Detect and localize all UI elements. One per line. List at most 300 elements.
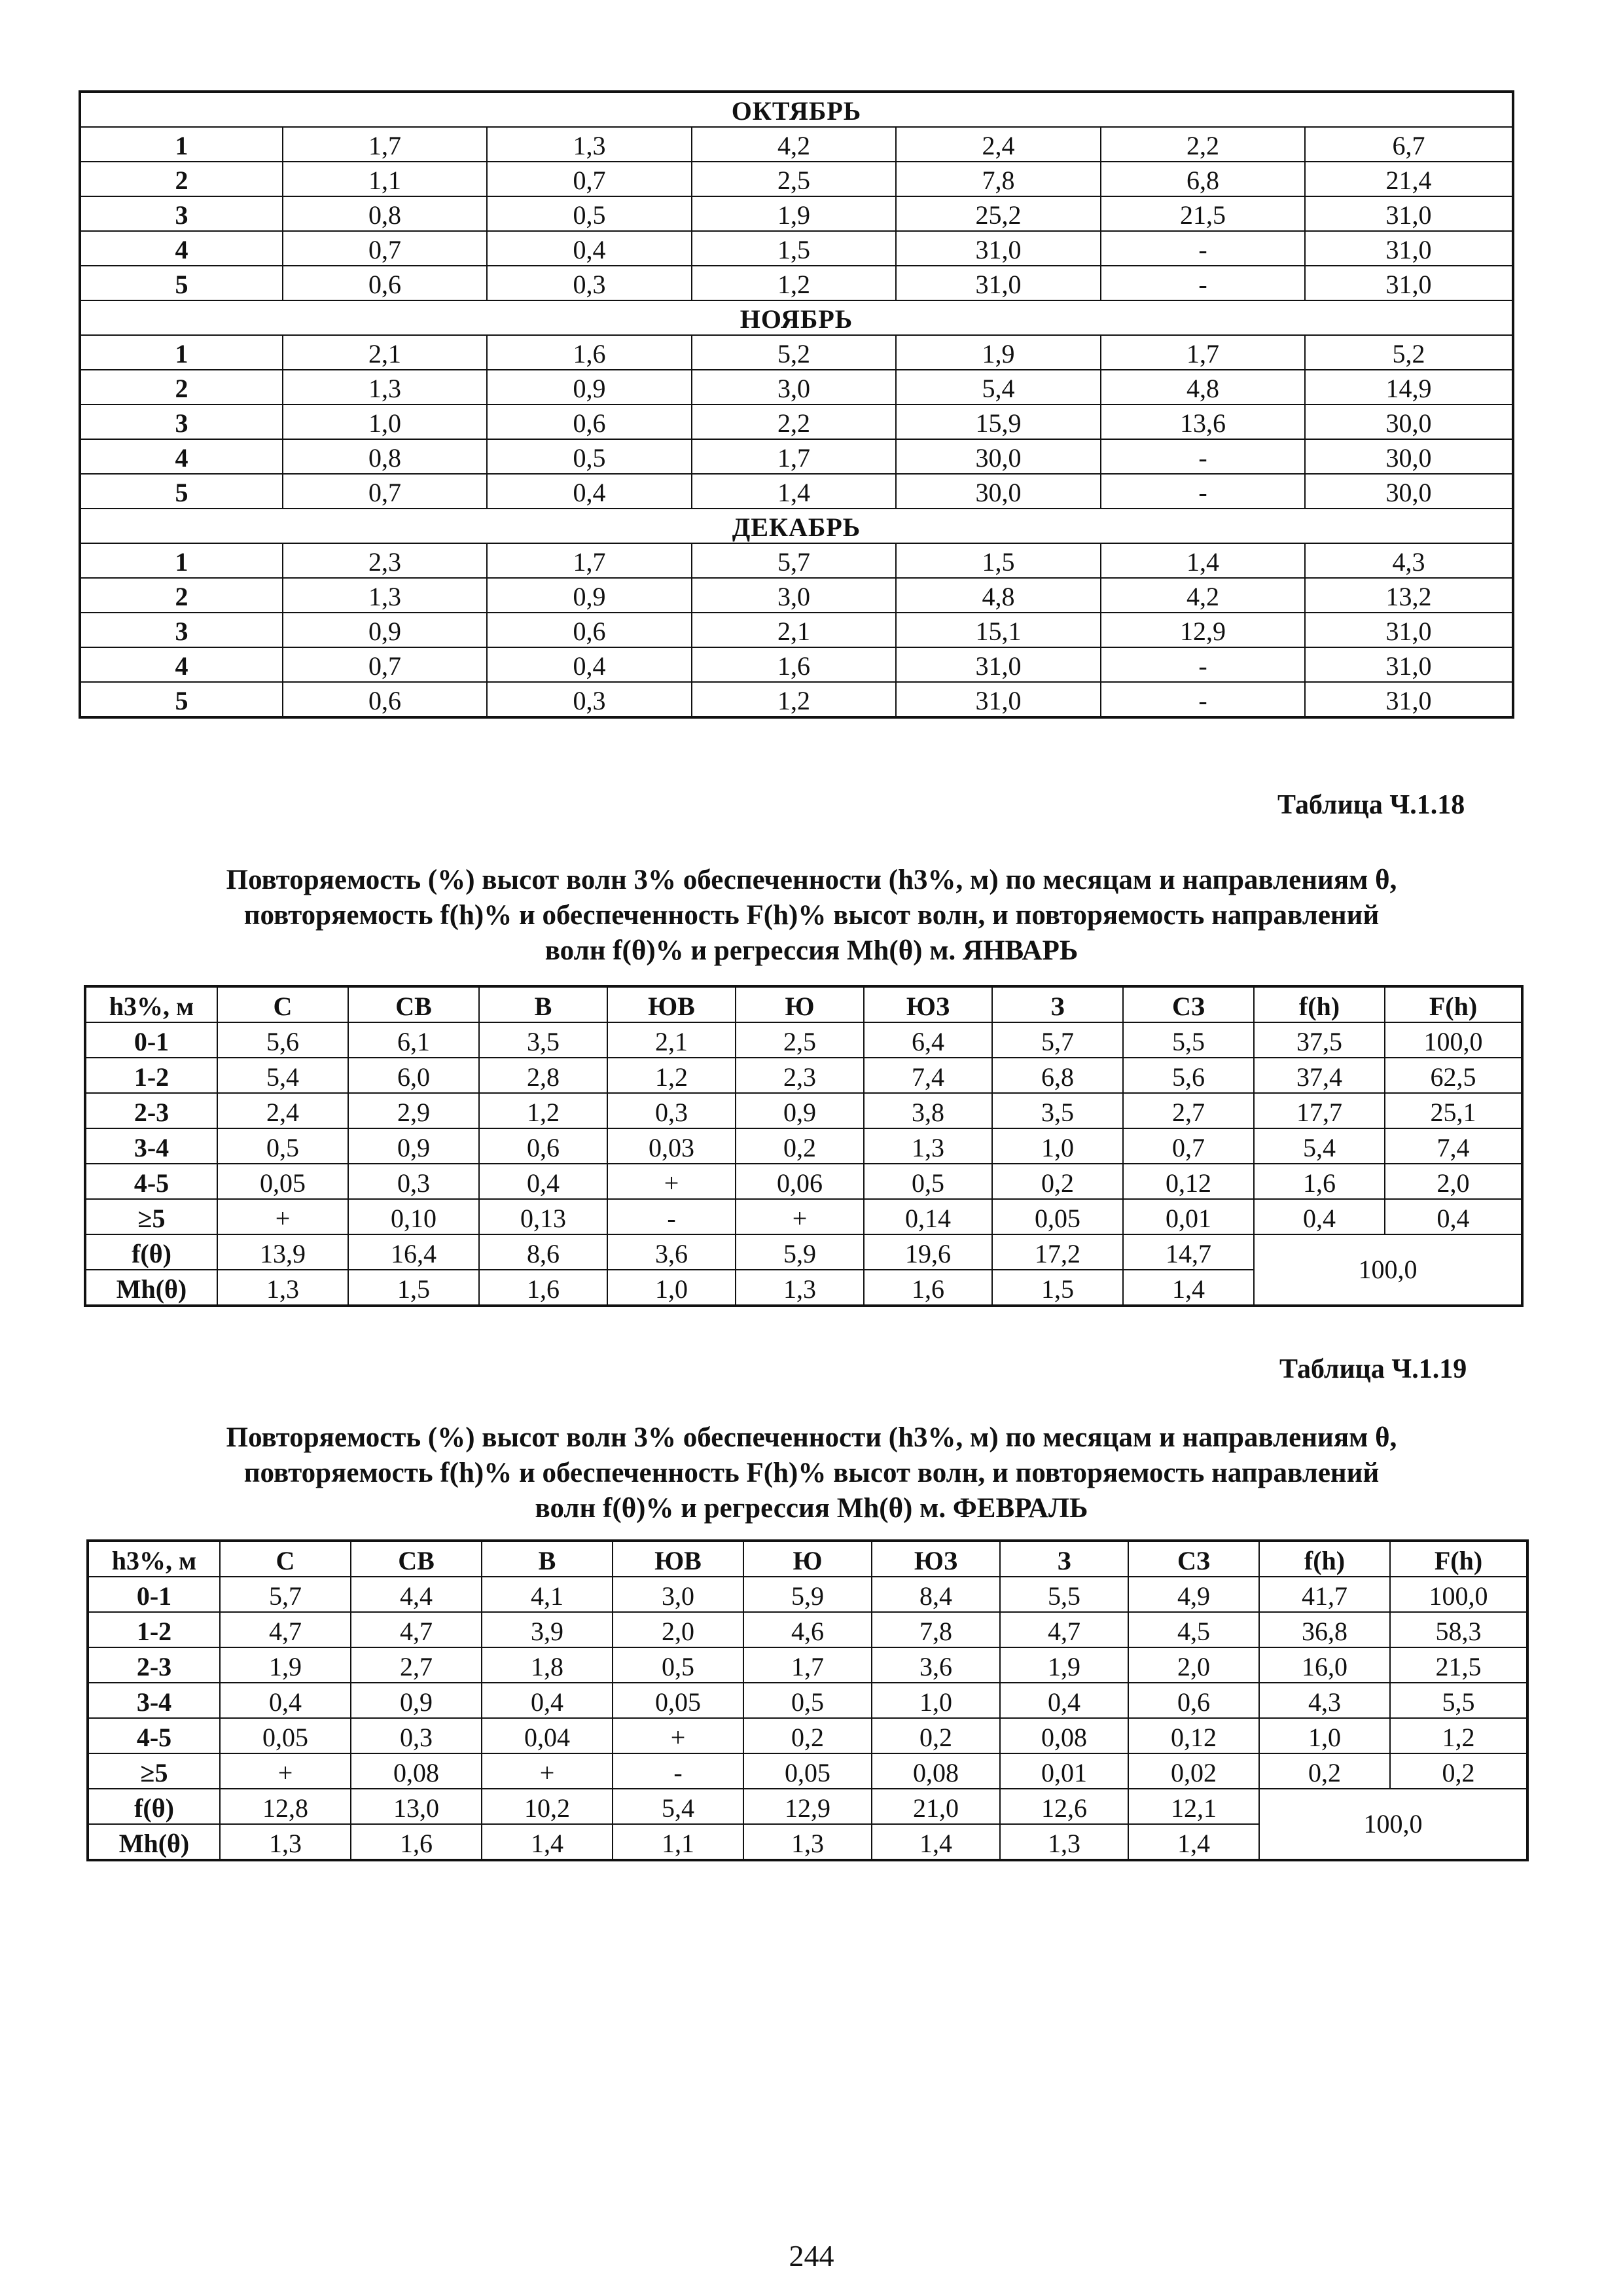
table-cell: 0,3 bbox=[607, 1093, 736, 1128]
column-header: f(h) bbox=[1259, 1541, 1390, 1577]
column-header: СВ bbox=[348, 986, 479, 1022]
table-cell: 1,3 bbox=[743, 1824, 872, 1860]
table-row bbox=[88, 1718, 1527, 1753]
table-cell: 0,13 bbox=[479, 1199, 607, 1234]
table-cell: 100,0 bbox=[1385, 1022, 1522, 1058]
table-cell: 31,0 bbox=[896, 682, 1101, 717]
table-cell: 1,0 bbox=[607, 1270, 736, 1306]
table-cell: 1,0 bbox=[992, 1128, 1123, 1164]
table-cell: + bbox=[217, 1199, 348, 1234]
table-cell: 5,6 bbox=[1123, 1058, 1254, 1093]
table-cell: + bbox=[482, 1753, 613, 1789]
table-row bbox=[85, 1022, 1522, 1058]
table-cell: 0,03 bbox=[607, 1128, 736, 1164]
table-cell: 3 bbox=[80, 613, 283, 647]
table-cell: 7,8 bbox=[872, 1612, 1000, 1647]
table-cell: 4 bbox=[80, 439, 283, 474]
table-cell: 4 bbox=[80, 231, 283, 266]
table-cell: 8,6 bbox=[479, 1234, 607, 1270]
table-cell: 2,9 bbox=[348, 1093, 479, 1128]
table-cell: 4-5 bbox=[88, 1718, 220, 1753]
table-cell: 1,9 bbox=[692, 196, 896, 231]
table-cell: 3-4 bbox=[85, 1128, 217, 1164]
table-cell: 5,6 bbox=[217, 1022, 348, 1058]
table-cell: 16,4 bbox=[348, 1234, 479, 1270]
column-header: h3%, м bbox=[85, 986, 217, 1022]
table-title-line: повторяемость f(h)% и обеспеченность F(h)% высот волн, и повторяемость направлений bbox=[243, 1458, 1380, 1488]
table-cell: 1,2 bbox=[1390, 1718, 1527, 1753]
table-cell: 1,9 bbox=[1000, 1647, 1128, 1683]
table-cell: 1,5 bbox=[896, 543, 1101, 578]
table-cell: 1,7 bbox=[283, 127, 487, 162]
table-cell: - bbox=[1101, 231, 1305, 266]
table-row bbox=[85, 1128, 1522, 1164]
table-cell: 1,2 bbox=[692, 266, 896, 300]
table-cell: 2,4 bbox=[217, 1093, 348, 1128]
table-cell: 7,4 bbox=[1385, 1128, 1522, 1164]
table-cell: 0,01 bbox=[1123, 1199, 1254, 1234]
table-cell: 17,7 bbox=[1254, 1093, 1385, 1128]
table-cell: 4-5 bbox=[85, 1164, 217, 1199]
table-title bbox=[79, 1420, 1544, 1526]
table-cell: 4,2 bbox=[1101, 578, 1305, 613]
table-cell: 37,4 bbox=[1254, 1058, 1385, 1093]
column-header: В bbox=[482, 1541, 613, 1577]
table-cell: 0,02 bbox=[1128, 1753, 1259, 1789]
f-theta-row bbox=[85, 1234, 1522, 1270]
table-cell: 25,1 bbox=[1385, 1093, 1522, 1128]
table-cell: 2,7 bbox=[351, 1647, 482, 1683]
table-label: Таблица Ч.1.18 bbox=[1277, 790, 1465, 820]
table-cell: 19,6 bbox=[864, 1234, 992, 1270]
column-header: F(h) bbox=[1390, 1541, 1527, 1577]
table-row bbox=[80, 543, 1513, 578]
table-cell: - bbox=[1101, 266, 1305, 300]
table-title-line: Повторяемость (%) высот волн 3% обеспеченности (h3%, м) по месяцам и направлениям θ, bbox=[226, 1422, 1397, 1453]
table-cell: - bbox=[1101, 647, 1305, 682]
column-header: F(h) bbox=[1385, 986, 1522, 1022]
table-cell: 3 bbox=[80, 196, 283, 231]
table-row bbox=[88, 1683, 1527, 1718]
table-cell: 0,6 bbox=[479, 1128, 607, 1164]
table-cell: 0,5 bbox=[487, 439, 692, 474]
column-header: СЗ bbox=[1128, 1541, 1259, 1577]
table-cell: 0,10 bbox=[348, 1199, 479, 1234]
table-row bbox=[80, 439, 1513, 474]
table-cell: 3-4 bbox=[88, 1683, 220, 1718]
wave-table-february bbox=[86, 1539, 1529, 1861]
table-cell: 3,5 bbox=[992, 1093, 1123, 1128]
table-cell: 14,7 bbox=[1123, 1234, 1254, 1270]
table-cell: 25,2 bbox=[896, 196, 1101, 231]
total-cell: 100,0 bbox=[1259, 1789, 1527, 1860]
table-cell: 31,0 bbox=[1305, 196, 1513, 231]
table-cell: 36,8 bbox=[1259, 1612, 1390, 1647]
table-cell: 0,4 bbox=[487, 474, 692, 509]
table-cell: 7,4 bbox=[864, 1058, 992, 1093]
table-cell: 31,0 bbox=[896, 647, 1101, 682]
month-header-row bbox=[80, 509, 1513, 543]
table-cell: 4,2 bbox=[692, 127, 896, 162]
table-cell: 0,4 bbox=[1254, 1199, 1385, 1234]
table-row bbox=[80, 404, 1513, 439]
table-cell: 0,3 bbox=[348, 1164, 479, 1199]
table-cell: 4,1 bbox=[482, 1577, 613, 1612]
column-header: С bbox=[217, 986, 348, 1022]
table-cell: 10,2 bbox=[482, 1789, 613, 1824]
table-row bbox=[80, 127, 1513, 162]
table-cell: 12,8 bbox=[220, 1789, 351, 1824]
table-cell: 2,0 bbox=[1128, 1647, 1259, 1683]
table-cell: 6,7 bbox=[1305, 127, 1513, 162]
table-cell: 1,6 bbox=[692, 647, 896, 682]
table-cell: 2,1 bbox=[607, 1022, 736, 1058]
table-cell: 6,8 bbox=[992, 1058, 1123, 1093]
table-cell: 2-3 bbox=[85, 1093, 217, 1128]
table-cell: 21,5 bbox=[1101, 196, 1305, 231]
table-cell: 4 bbox=[80, 647, 283, 682]
table-cell: 0,4 bbox=[487, 647, 692, 682]
table-cell: 1,4 bbox=[1123, 1270, 1254, 1306]
column-header: В bbox=[479, 986, 607, 1022]
table-cell: 0,9 bbox=[348, 1128, 479, 1164]
table-cell: 5,4 bbox=[217, 1058, 348, 1093]
table-cell: - bbox=[607, 1199, 736, 1234]
table-cell: 1 bbox=[80, 127, 283, 162]
table-cell: 5 bbox=[80, 266, 283, 300]
table-cell: 1,4 bbox=[1101, 543, 1305, 578]
column-header: СЗ bbox=[1123, 986, 1254, 1022]
table-cell: 0,9 bbox=[283, 613, 487, 647]
table-cell: 21,5 bbox=[1390, 1647, 1527, 1683]
table-cell: 0,12 bbox=[1128, 1718, 1259, 1753]
table-cell: 6,4 bbox=[864, 1022, 992, 1058]
table-cell: 2,2 bbox=[692, 404, 896, 439]
month-header-row bbox=[80, 92, 1513, 127]
table-cell: 15,9 bbox=[896, 404, 1101, 439]
table-cell: 1,3 bbox=[487, 127, 692, 162]
table-cell: 0,2 bbox=[736, 1128, 864, 1164]
table-cell: + bbox=[736, 1199, 864, 1234]
table-cell: 1,6 bbox=[479, 1270, 607, 1306]
table-cell: 0,6 bbox=[283, 682, 487, 717]
table-cell: 0-1 bbox=[85, 1022, 217, 1058]
table-cell: - bbox=[1101, 439, 1305, 474]
table-cell: 0,9 bbox=[487, 578, 692, 613]
table-row bbox=[80, 613, 1513, 647]
wave-table-january bbox=[84, 985, 1524, 1307]
table-row bbox=[80, 578, 1513, 613]
page-number: 244 bbox=[789, 2239, 834, 2272]
table-cell: 1,4 bbox=[1128, 1824, 1259, 1860]
table-cell: 7,8 bbox=[896, 162, 1101, 196]
table-cell: 2,7 bbox=[1123, 1093, 1254, 1128]
table-cell: 1,4 bbox=[692, 474, 896, 509]
table-cell: 30,0 bbox=[1305, 404, 1513, 439]
table-cell: 0,6 bbox=[487, 613, 692, 647]
column-header: ЮВ bbox=[607, 986, 736, 1022]
table-cell: 6,0 bbox=[348, 1058, 479, 1093]
table-row bbox=[80, 370, 1513, 404]
table-cell: 1,2 bbox=[607, 1058, 736, 1093]
table-cell: 5,7 bbox=[220, 1577, 351, 1612]
table-cell: 21,0 bbox=[872, 1789, 1000, 1824]
table-cell: 30,0 bbox=[896, 474, 1101, 509]
table-cell: 1,7 bbox=[743, 1647, 872, 1683]
column-header: f(h) bbox=[1254, 986, 1385, 1022]
table-cell: 2,0 bbox=[1385, 1164, 1522, 1199]
table-cell: 0,2 bbox=[1390, 1753, 1527, 1789]
table-cell: 4,8 bbox=[1101, 370, 1305, 404]
table-cell: 1-2 bbox=[85, 1058, 217, 1093]
table-cell: - bbox=[1101, 682, 1305, 717]
table-cell: 4,8 bbox=[896, 578, 1101, 613]
table-cell: 1,7 bbox=[487, 543, 692, 578]
column-header: ЮЗ bbox=[864, 986, 992, 1022]
table-cell: 1,9 bbox=[220, 1647, 351, 1683]
table-cell: 0,5 bbox=[864, 1164, 992, 1199]
f-theta-row bbox=[88, 1789, 1527, 1824]
table-cell: 15,1 bbox=[896, 613, 1101, 647]
table-row bbox=[85, 1199, 1522, 1234]
table-cell: + bbox=[220, 1753, 351, 1789]
table-cell: 31,0 bbox=[1305, 266, 1513, 300]
table-cell: 1,3 bbox=[1000, 1824, 1128, 1860]
table-cell: 12,6 bbox=[1000, 1789, 1128, 1824]
column-header: СВ bbox=[351, 1541, 482, 1577]
table-cell: + bbox=[613, 1718, 743, 1753]
table-cell: 13,2 bbox=[1305, 578, 1513, 613]
table-cell: 37,5 bbox=[1254, 1022, 1385, 1058]
table-cell: 2,3 bbox=[283, 543, 487, 578]
table-cell: 0,05 bbox=[992, 1199, 1123, 1234]
table-cell: 0,06 bbox=[736, 1164, 864, 1199]
table-cell: 1,3 bbox=[736, 1270, 864, 1306]
table-cell: 0,7 bbox=[487, 162, 692, 196]
table-cell: 21,4 bbox=[1305, 162, 1513, 196]
table-cell: 2,1 bbox=[283, 335, 487, 370]
table-cell: 4,9 bbox=[1128, 1577, 1259, 1612]
table-cell: 0,7 bbox=[283, 474, 487, 509]
table-cell: 2,8 bbox=[479, 1058, 607, 1093]
table-title-line: волн f(θ)% и регрессия Mh(θ) м. ФЕВРАЛЬ bbox=[535, 1493, 1088, 1524]
table-cell: 5,9 bbox=[743, 1577, 872, 1612]
table-cell: 2,3 bbox=[736, 1058, 864, 1093]
table-cell: - bbox=[613, 1753, 743, 1789]
table-title-line: волн f(θ)% и регрессия Mh(θ) м. ЯНВАРЬ bbox=[544, 935, 1079, 966]
table-cell: 31,0 bbox=[1305, 682, 1513, 717]
table-cell: 5 bbox=[80, 682, 283, 717]
table-cell: Mh(θ) bbox=[88, 1824, 220, 1860]
table-cell: 1,3 bbox=[217, 1270, 348, 1306]
table-cell: 0,3 bbox=[487, 266, 692, 300]
table-row bbox=[80, 266, 1513, 300]
table-cell: 0,5 bbox=[613, 1647, 743, 1683]
table-cell: 0,05 bbox=[613, 1683, 743, 1718]
table-cell: 3,0 bbox=[692, 370, 896, 404]
table-cell: 2,1 bbox=[692, 613, 896, 647]
table-cell: 0,5 bbox=[217, 1128, 348, 1164]
table-cell: 0,08 bbox=[351, 1753, 482, 1789]
table-cell: 1,5 bbox=[692, 231, 896, 266]
table-cell: 1,0 bbox=[1259, 1718, 1390, 1753]
table-cell: 1,3 bbox=[864, 1128, 992, 1164]
column-header: З bbox=[992, 986, 1123, 1022]
table-cell: 1,1 bbox=[283, 162, 487, 196]
table-cell: 0,8 bbox=[283, 196, 487, 231]
table-cell: 0,4 bbox=[482, 1683, 613, 1718]
table-title-line: повторяемость f(h)% и обеспеченность F(h)% высот волн, и повторяемость направлений bbox=[243, 900, 1380, 931]
table-cell: 13,6 bbox=[1101, 404, 1305, 439]
table-row bbox=[80, 682, 1513, 717]
month-header: НОЯБРЬ bbox=[80, 300, 1513, 335]
table-cell: 0,8 bbox=[283, 439, 487, 474]
table-cell: 0,4 bbox=[220, 1683, 351, 1718]
table-cell: 0,5 bbox=[487, 196, 692, 231]
table-cell: 1,4 bbox=[482, 1824, 613, 1860]
table-cell: 2 bbox=[80, 578, 283, 613]
table-cell: 2 bbox=[80, 162, 283, 196]
table-cell: 12,1 bbox=[1128, 1789, 1259, 1824]
month-header: ОКТЯБРЬ bbox=[80, 92, 1513, 127]
table-cell: 5,5 bbox=[1390, 1683, 1527, 1718]
table-row bbox=[80, 335, 1513, 370]
table-cell: 1,7 bbox=[692, 439, 896, 474]
table-cell: 16,0 bbox=[1259, 1647, 1390, 1683]
table-cell: 0,01 bbox=[1000, 1753, 1128, 1789]
table-cell: 1,1 bbox=[613, 1824, 743, 1860]
table-cell: 1-2 bbox=[88, 1612, 220, 1647]
table-cell: 0,4 bbox=[1000, 1683, 1128, 1718]
table-label: Таблица Ч.1.19 bbox=[1279, 1354, 1467, 1384]
table-cell: 0,3 bbox=[487, 682, 692, 717]
table-row bbox=[85, 1058, 1522, 1093]
table-cell: 1,4 bbox=[872, 1824, 1000, 1860]
table-cell: 0,12 bbox=[1123, 1164, 1254, 1199]
table-cell: 58,3 bbox=[1390, 1612, 1527, 1647]
table-cell: 4,3 bbox=[1259, 1683, 1390, 1718]
table-cell: 0,4 bbox=[479, 1164, 607, 1199]
table-cell: 0,2 bbox=[743, 1718, 872, 1753]
table-cell: - bbox=[1101, 474, 1305, 509]
table-cell: ≥5 bbox=[88, 1753, 220, 1789]
table-cell: 1,2 bbox=[692, 682, 896, 717]
table-cell: 0,14 bbox=[864, 1199, 992, 1234]
table-cell: 2 bbox=[80, 370, 283, 404]
table-cell: 1,3 bbox=[283, 370, 487, 404]
table-cell: 30,0 bbox=[896, 439, 1101, 474]
table-cell: 4,5 bbox=[1128, 1612, 1259, 1647]
table-cell: 5,5 bbox=[1123, 1022, 1254, 1058]
table-cell: 5,4 bbox=[1254, 1128, 1385, 1164]
column-header: Ю bbox=[736, 986, 864, 1022]
table-cell: 4,6 bbox=[743, 1612, 872, 1647]
table-cell: 2,5 bbox=[692, 162, 896, 196]
table-cell: 1 bbox=[80, 543, 283, 578]
top-monthly-table bbox=[79, 90, 1514, 719]
table-cell: 4,3 bbox=[1305, 543, 1513, 578]
table-cell: 2,2 bbox=[1101, 127, 1305, 162]
table-cell: 0,7 bbox=[283, 231, 487, 266]
table-cell: 0,2 bbox=[992, 1164, 1123, 1199]
table-row bbox=[80, 231, 1513, 266]
table-cell: 13,0 bbox=[351, 1789, 482, 1824]
table-cell: 0,6 bbox=[487, 404, 692, 439]
column-header: ЮЗ bbox=[872, 1541, 1000, 1577]
table-cell: 0,9 bbox=[736, 1093, 864, 1128]
table-title-line: Повторяемость (%) высот волн 3% обеспеченности (h3%, м) по месяцам и направлениям θ, bbox=[226, 865, 1397, 895]
table-cell: 0-1 bbox=[88, 1577, 220, 1612]
table-row bbox=[80, 474, 1513, 509]
table-cell: 2-3 bbox=[88, 1647, 220, 1683]
table-cell: ≥5 bbox=[85, 1199, 217, 1234]
table-cell: 3,6 bbox=[607, 1234, 736, 1270]
month-header: ДЕКАБРЬ bbox=[80, 509, 1513, 543]
column-header: h3%, м bbox=[88, 1541, 220, 1577]
header-row bbox=[88, 1541, 1527, 1577]
table-row bbox=[85, 1093, 1522, 1128]
table-cell: 41,7 bbox=[1259, 1577, 1390, 1612]
table-cell: 1,6 bbox=[1254, 1164, 1385, 1199]
table-cell: 1,2 bbox=[479, 1093, 607, 1128]
table-cell: 0,08 bbox=[872, 1753, 1000, 1789]
table-row bbox=[85, 1164, 1522, 1199]
table-cell: 0,9 bbox=[351, 1683, 482, 1718]
table-cell: 31,0 bbox=[1305, 647, 1513, 682]
table-cell: 6,8 bbox=[1101, 162, 1305, 196]
table-cell: 30,0 bbox=[1305, 474, 1513, 509]
table-cell: f(θ) bbox=[88, 1789, 220, 1824]
total-cell: 100,0 bbox=[1254, 1234, 1522, 1306]
table-cell: 12,9 bbox=[743, 1789, 872, 1824]
table-cell: 31,0 bbox=[1305, 231, 1513, 266]
column-header: С bbox=[220, 1541, 351, 1577]
table-row bbox=[80, 647, 1513, 682]
table-cell: Mh(θ) bbox=[85, 1270, 217, 1306]
table-cell: 14,9 bbox=[1305, 370, 1513, 404]
table-cell: 17,2 bbox=[992, 1234, 1123, 1270]
table-cell: 3,8 bbox=[864, 1093, 992, 1128]
table-cell: 13,9 bbox=[217, 1234, 348, 1270]
table-cell: + bbox=[607, 1164, 736, 1199]
table-cell: 0,04 bbox=[482, 1718, 613, 1753]
table-cell: 2,5 bbox=[736, 1022, 864, 1058]
table-row bbox=[80, 196, 1513, 231]
table-row bbox=[80, 162, 1513, 196]
table-row bbox=[88, 1577, 1527, 1612]
table-cell: 0,2 bbox=[872, 1718, 1000, 1753]
table-cell: 1,8 bbox=[482, 1647, 613, 1683]
table-cell: 2,0 bbox=[613, 1612, 743, 1647]
table-cell: 0,3 bbox=[351, 1718, 482, 1753]
table-cell: 3,6 bbox=[872, 1647, 1000, 1683]
table-cell: 1,7 bbox=[1101, 335, 1305, 370]
table-cell: 62,5 bbox=[1385, 1058, 1522, 1093]
column-header: Ю bbox=[743, 1541, 872, 1577]
table-cell: 5,7 bbox=[692, 543, 896, 578]
table-cell: 31,0 bbox=[896, 231, 1101, 266]
table-cell: 4,7 bbox=[351, 1612, 482, 1647]
table-cell: 0,4 bbox=[487, 231, 692, 266]
column-header: З bbox=[1000, 1541, 1128, 1577]
table-cell: 5,5 bbox=[1000, 1577, 1128, 1612]
table-cell: 5,7 bbox=[992, 1022, 1123, 1058]
table-cell: 31,0 bbox=[896, 266, 1101, 300]
table-cell: 5,9 bbox=[736, 1234, 864, 1270]
table-cell: 0,5 bbox=[743, 1683, 872, 1718]
column-header: ЮВ bbox=[613, 1541, 743, 1577]
table-cell: 0,6 bbox=[283, 266, 487, 300]
